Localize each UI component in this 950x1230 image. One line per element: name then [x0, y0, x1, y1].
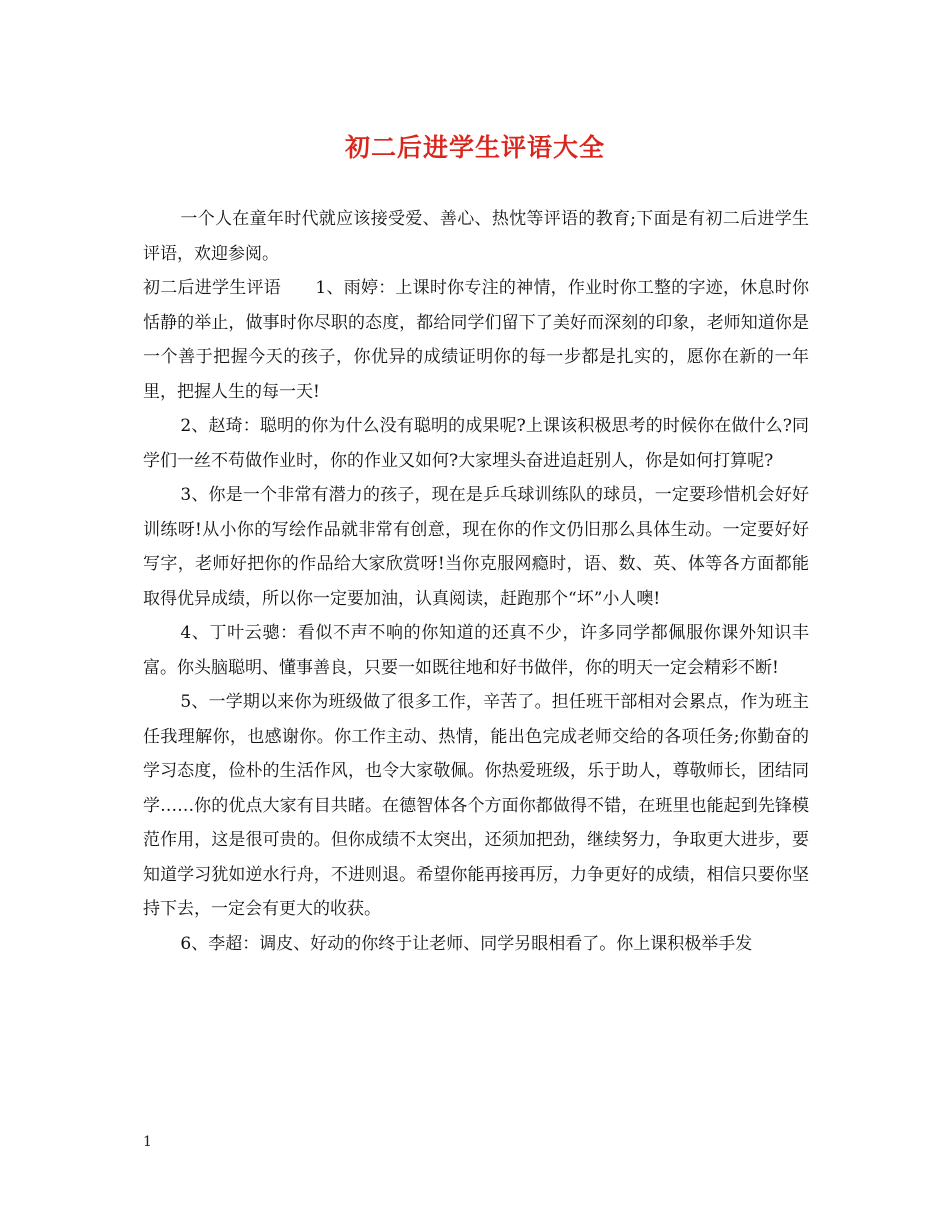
- paragraph-comment-3: 3、你是一个非常有潜力的孩子，现在是乒乓球训练队的球员，一定要珍惜机会好好训练呀!从小你的写绘作品就非常有创意，现在你的作文仍旧那么具体生动。一定要好好写字，老师好把你的作品给大家欣赏呀!当你克服网瘾时，语、数、英、体等各方面都能取得优异成绩，所以你一定要加油，认真阅读，赶跑那个“坏”小人噢!: [143, 485, 809, 609]
- paragraph-comment-5: 5、一学期以来你为班级做了很多工作，辛苦了。担任班干部相对会累点，作为班主任我理解你，也感谢你。你工作主动、热情，能出色完成老师交给的各项任务;你勤奋的学习态度，俭朴的生活作风，也令大家敬佩。你热爱班级，乐于助人，尊敬师长，团结同学……你的优点大家有目共睹。在德智体各个方面你都做得不错，在班里也能起到先锋模范作用，这是很可贵的。但你成绩不太突出，还须加把劲，继续努力，争取更大进步，要知道学习犹如逆水行舟，不进则退。希望你能再接再厉，力争更好的成绩，相信只要你坚持下去，一定会有更大的收获。: [143, 692, 809, 919]
- document-body: [143, 202, 809, 961]
- paragraph-comment-1: 初二后进学生评语 1、雨婷：上课时你专注的神情，作业时你工整的字迹，休息时你恬静的举止，做事时你尽职的态度，都给同学们留下了美好而深刻的印象，老师知道你是一个善于把握今天的孩子，你优异的成绩证明你的每一步都是扎实的，愿你在新的一年里，把握人生的每一天!: [143, 278, 809, 402]
- page-title: 初二后进学生评语大全: [344, 133, 605, 162]
- page-number: 1: [143, 1134, 152, 1150]
- paragraph-comment-6: 6、李超：调皮、好动的你终于让老师、同学另眼相看了。你上课积极举手发: [180, 933, 753, 954]
- paragraph-intro: 一个人在童年时代就应该接受爱、善心、热忱等评语的教育;下面是有初二后进学生评语，欢迎参阅。: [143, 209, 809, 264]
- paragraph-comment-2: 2、赵琦：聪明的你为什么没有聪明的成果呢?上课该积极思考的时候你在做什么?同学们一丝不苟做作业时，你的作业又如何?大家埋头奋进追赶别人，你是如何打算呢?: [143, 416, 809, 471]
- paragraph-comment-4: 4、丁叶云骢：看似不声不响的你知道的还真不少，许多同学都佩服你课外知识丰富。你头脑聪明、懂事善良，只要一如既往地和好书做伴，你的明天一定会精彩不断!: [143, 623, 809, 678]
